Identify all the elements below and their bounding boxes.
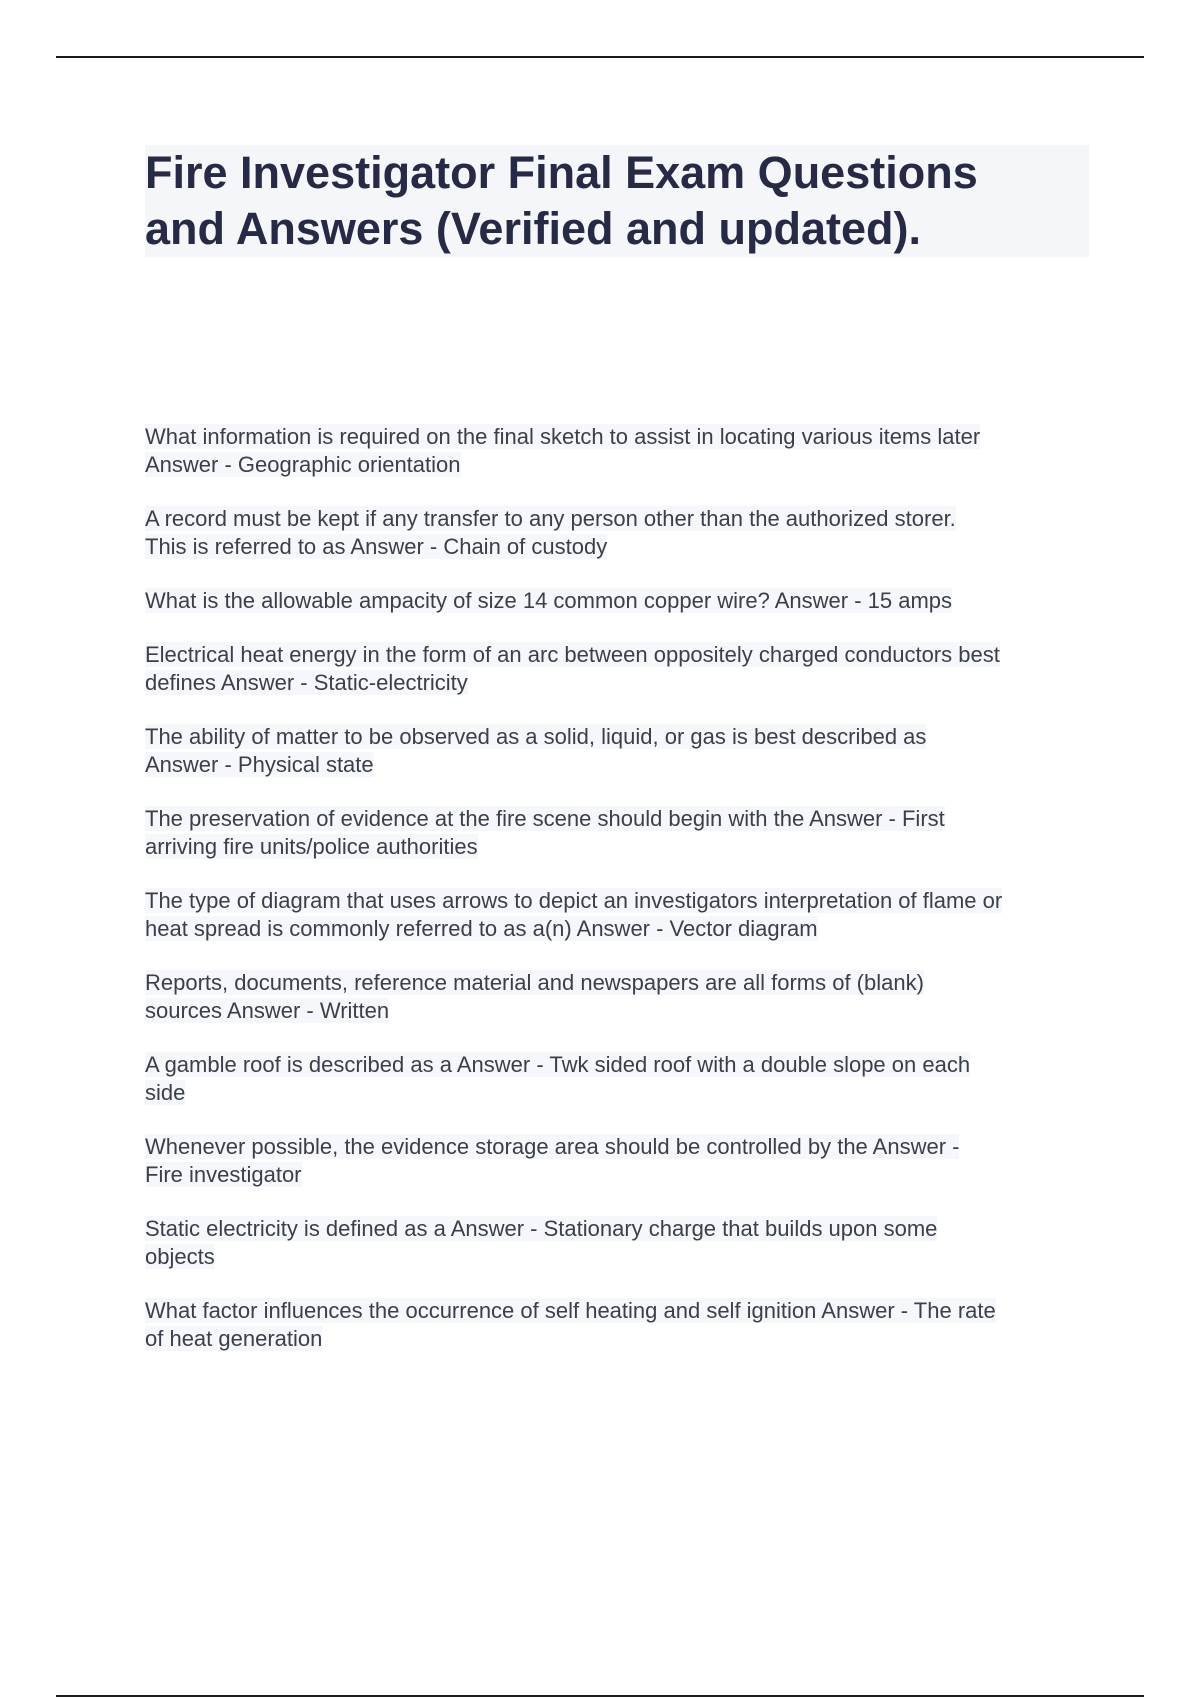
qa-item	[145, 641, 1095, 697]
top-divider	[56, 56, 1144, 58]
qa-item	[145, 1297, 1095, 1353]
qa-line: arriving fire units/police authorities	[145, 834, 478, 859]
qa-line: Whenever possible, the evidence storage area should be controlled by the Answer -	[145, 1134, 960, 1159]
qa-line: Static electricity is defined as a Answer - Stationary charge that builds upon some	[145, 1216, 938, 1241]
bottom-divider	[56, 1695, 1144, 1697]
title-line-1: Fire Investigator Final Exam Questions	[145, 147, 978, 198]
qa-line: Answer - Physical state	[145, 752, 374, 777]
qa-line: objects	[145, 1244, 215, 1269]
qa-line: The preservation of evidence at the fire scene should begin with the Answer - First	[145, 806, 945, 831]
qa-item	[145, 505, 1095, 561]
qa-line: Fire investigator	[145, 1162, 302, 1187]
title-line-2: and Answers (Verified and updated).	[145, 203, 921, 254]
document-title-block	[145, 145, 1089, 257]
qa-list	[145, 423, 1095, 1379]
document-title	[145, 145, 1089, 257]
qa-line: sources Answer - Written	[145, 998, 390, 1023]
qa-line: A gamble roof is described as a Answer - Twk sided roof with a double slope on each	[145, 1052, 971, 1077]
qa-line: A record must be kept if any transfer to any person other than the authorized storer.	[145, 506, 956, 531]
qa-line: The type of diagram that uses arrows to depict an investigators interpretation of flame or	[145, 888, 1003, 913]
qa-line: of heat generation	[145, 1326, 323, 1351]
qa-item	[145, 887, 1095, 943]
qa-line: What information is required on the final sketch to assist in locating various items later	[145, 424, 981, 449]
qa-line: Reports, documents, reference material and newspapers are all forms of (blank)	[145, 970, 924, 995]
qa-item	[145, 1133, 1095, 1189]
qa-line: The ability of matter to be observed as a solid, liquid, or gas is best described as	[145, 724, 927, 749]
qa-line: heat spread is commonly referred to as a(n) Answer - Vector diagram	[145, 916, 818, 941]
qa-item	[145, 969, 1095, 1025]
qa-line: What is the allowable ampacity of size 14 common copper wire? Answer - 15 amps	[145, 588, 953, 613]
qa-item	[145, 723, 1095, 779]
qa-line: What factor influences the occurrence of self heating and self ignition Answer - The rate	[145, 1298, 996, 1323]
qa-item	[145, 1051, 1095, 1107]
qa-item	[145, 1215, 1095, 1271]
qa-line: Answer - Geographic orientation	[145, 452, 461, 477]
qa-item	[145, 423, 1095, 479]
qa-line: Electrical heat energy in the form of an arc between oppositely charged conductors best	[145, 642, 1000, 667]
qa-item	[145, 587, 1095, 615]
qa-line: defines Answer - Static-electricity	[145, 670, 468, 695]
qa-line: This is referred to as Answer - Chain of custody	[145, 534, 608, 559]
qa-item	[145, 805, 1095, 861]
qa-line: side	[145, 1080, 186, 1105]
